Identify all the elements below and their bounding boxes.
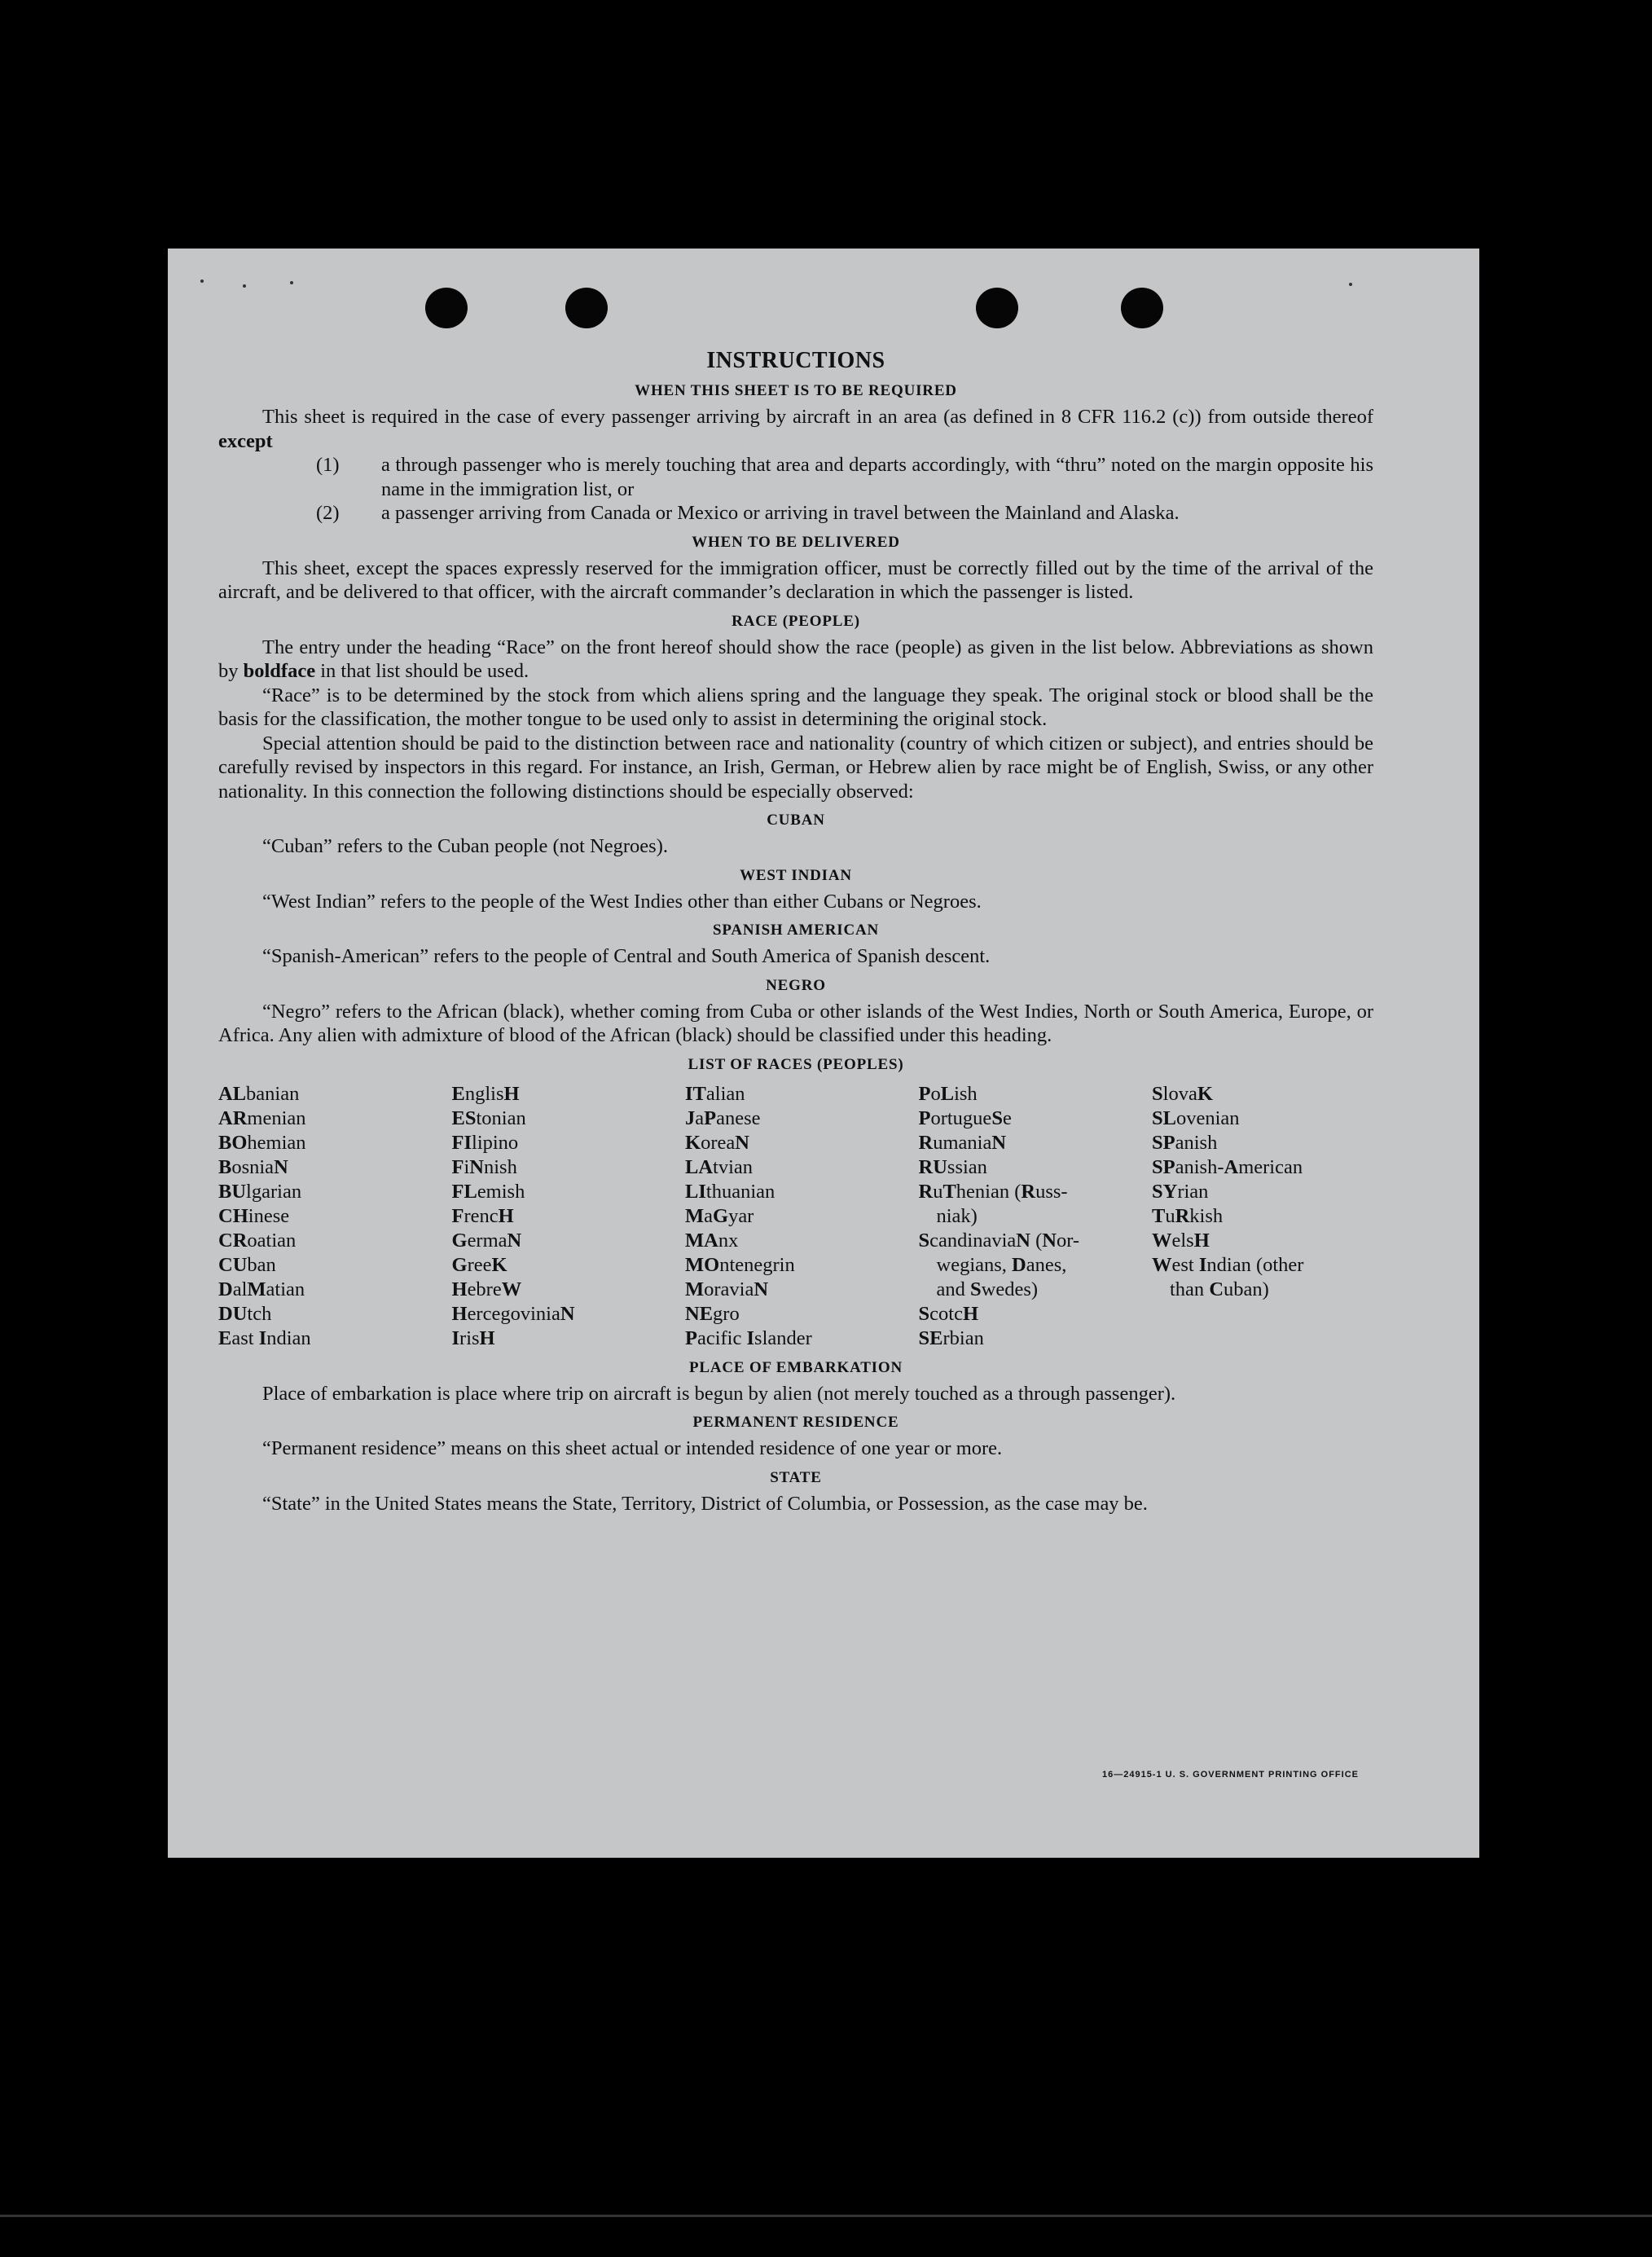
item-text: a passenger arriving from Canada or Mexico or arriving in travel between the Mainland and Alaska. [381,502,1180,524]
race-entry: SPanish-American [1152,1155,1303,1178]
punch-hole [976,288,1018,328]
section-heading: SPANISH AMERICAN [712,922,880,939]
speck [200,279,204,283]
paragraph: This sheet, except the spaces expressly reserved for the immigration officer, must be correctly filled out by the time of the arrival of the aircraft, and be delivered to that officer, with the aircraft commander’s declaration in which the passenger is listed. [218,557,1373,603]
speck [243,284,246,288]
race-entry: SErbian [918,1326,984,1349]
race-entry: Pacific Islander [685,1326,812,1349]
race-entry: wegians, Danes, [936,1253,1067,1276]
section-heading: PERMANENT RESIDENCE [692,1414,899,1431]
paragraph: Special attention should be paid to the distinction between race and nationality (country of which citizen or subject), and entries should be carefully revised by inspectors in this regard. For instance, an Irish, German, or Hebrew alien by race might be of English, Swiss, or any other nationality. In this connection the following distinctions should be especially observed: [218,732,1373,803]
race-entry: WelsH [1152,1229,1210,1252]
races-column [919,1082,1140,1351]
race-entry: PortugueSe [918,1107,1012,1129]
race-entry: HercegoviniaN [451,1302,575,1325]
race-entry: TuRkish [1152,1204,1224,1227]
page-title: INSTRUCTIONS [706,348,885,373]
race-entry: ALbanian [218,1082,300,1105]
races-column [218,1082,440,1351]
race-entry: DalMatian [218,1278,305,1300]
race-entry: East Indian [218,1326,311,1349]
list-item [218,501,1373,526]
race-entry: FIlipino [451,1131,519,1154]
race-entry: NEgro [685,1302,740,1325]
race-entry: EStonian [451,1107,526,1129]
races-column [685,1082,907,1351]
race-entry: PoLish [918,1082,978,1105]
race-entry: niak) [936,1204,978,1227]
race-entry: GreeK [451,1253,507,1276]
paragraph: “Permanent residence” means on this sheet actual or intended residence of one year or more. [262,1437,1003,1459]
race-entry: RUssian [918,1155,987,1178]
paragraph: “Cuban” refers to the Cuban people (not Negroes). [262,835,668,857]
printing-office-footer: 16—24915-1 U. S. GOVERNMENT PRINTING OFFICE [1101,1770,1359,1780]
item-number: (1) [316,454,340,476]
list-item [218,453,1373,501]
race-entry: KoreaN [685,1131,749,1154]
race-entry: FiNnish [451,1155,517,1178]
section-heading: CUBAN [767,812,825,829]
race-entry: MAnx [685,1229,739,1252]
race-entry: CRoatian [218,1229,297,1252]
paragraph-text: The entry under the heading “Race” on the front hereof should show the race (people) as given in the list below. Abbreviations as shown by [218,636,1373,682]
race-entry: ARmenian [218,1107,306,1129]
race-entry: BosniaN [218,1155,288,1178]
race-entry: ScandinaviaN (Nor- [918,1229,1080,1252]
race-entry: HebreW [451,1278,522,1300]
race-entry: LAtvian [685,1155,754,1178]
punch-hole [425,288,468,328]
race-entry: LIthuanian [685,1180,775,1203]
speck [1349,283,1352,286]
race-entry: CUban [218,1253,276,1276]
race-entry: West Indian (other [1152,1253,1304,1276]
paragraph: “State” in the United States means the State, Territory, District of Columbia, or Possession, as the case may be. [262,1492,1148,1515]
item-text: a through passenger who is merely touching that area and departs accordingly, with “thru” noted on the margin opposite his name in the immigration list, or [381,454,1373,500]
race-entry: GermaN [451,1229,522,1252]
race-entry: ITalian [685,1082,745,1105]
bold-text: boldface [243,660,316,682]
race-entry: JaPanese [685,1107,761,1129]
race-entry: ScotcH [918,1302,979,1325]
races-column [1152,1082,1373,1351]
race-entry: SYrian [1152,1180,1209,1203]
paragraph: Place of embarkation is place where trip on aircraft is begun by alien (not merely touched as a through passenger). [262,1382,1176,1405]
race-entry: RuThenian (Russ- [918,1180,1068,1203]
races-list [218,1082,1373,1351]
race-entry: MoraviaN [685,1278,769,1300]
race-entry: IrisH [451,1326,495,1349]
paragraph: “Negro” refers to the African (black), whether coming from Cuba or other islands of the West Indies, North or South America, Europe, or Africa. Any alien with admixture of blood of the African (black) should be classified under this heading. [218,1000,1373,1046]
race-entry: than Cuban) [1170,1278,1269,1300]
paragraph: “West Indian” refers to the people of the West Indies other than either Cubans or Negroes. [262,890,982,913]
race-entry: FrencH [451,1204,514,1227]
item-number: (2) [316,502,340,524]
paragraph-text: This sheet is required in the case of every passenger arriving by aircraft in an area (as defined in 8 CFR 116.2 (c)) from outside thereof [262,406,1373,428]
race-entry: MaGyar [685,1204,754,1227]
punch-hole [1121,288,1163,328]
race-entry: DUtch [218,1302,272,1325]
section-heading: LIST OF RACES (PEOPLES) [688,1055,904,1073]
section-heading: STATE [770,1468,822,1486]
race-entry: MOntenegrin [685,1253,795,1276]
paragraph: “Race” is to be determined by the stock from which aliens spring and the language they speak. The original stock or blood shall be the basis for the classification, the mother tongue to be used only to assist in determining the original stock. [218,684,1373,730]
paragraph [218,636,1373,684]
race-entry: and Swedes) [936,1278,1039,1300]
paragraph-text: in that list should be used. [315,660,529,682]
race-entry: RumaniaN [918,1131,1007,1154]
race-entry: SPanish [1152,1131,1218,1154]
speck [290,281,293,284]
section-heading: WEST INDIAN [740,866,852,884]
section-heading: WHEN THIS SHEET IS TO BE REQUIRED [635,382,957,399]
section-heading: RACE (PEOPLE) [732,612,860,630]
section-heading: WHEN TO BE DELIVERED [692,533,900,551]
paragraph [218,405,1373,453]
bold-text: except [218,429,273,452]
punch-hole [565,288,608,328]
race-entry: CHinese [218,1204,290,1227]
section-heading: PLACE OF EMBARKATION [689,1358,903,1376]
document-sheet [168,249,1479,1858]
race-entry: SLovenian [1152,1107,1240,1129]
race-entry: SlovaK [1152,1082,1213,1105]
race-entry: BUlgarian [218,1180,302,1203]
race-entry: BOhemian [218,1131,306,1154]
scan-edge-line [0,2215,1652,2217]
races-column [452,1082,674,1351]
section-heading: NEGRO [766,976,826,994]
paragraph: “Spanish-American” refers to the people of Central and South America of Spanish descent. [262,945,991,967]
race-entry: EnglisH [451,1082,520,1105]
instructions-content [218,348,1373,1516]
race-entry: FLemish [451,1180,525,1203]
